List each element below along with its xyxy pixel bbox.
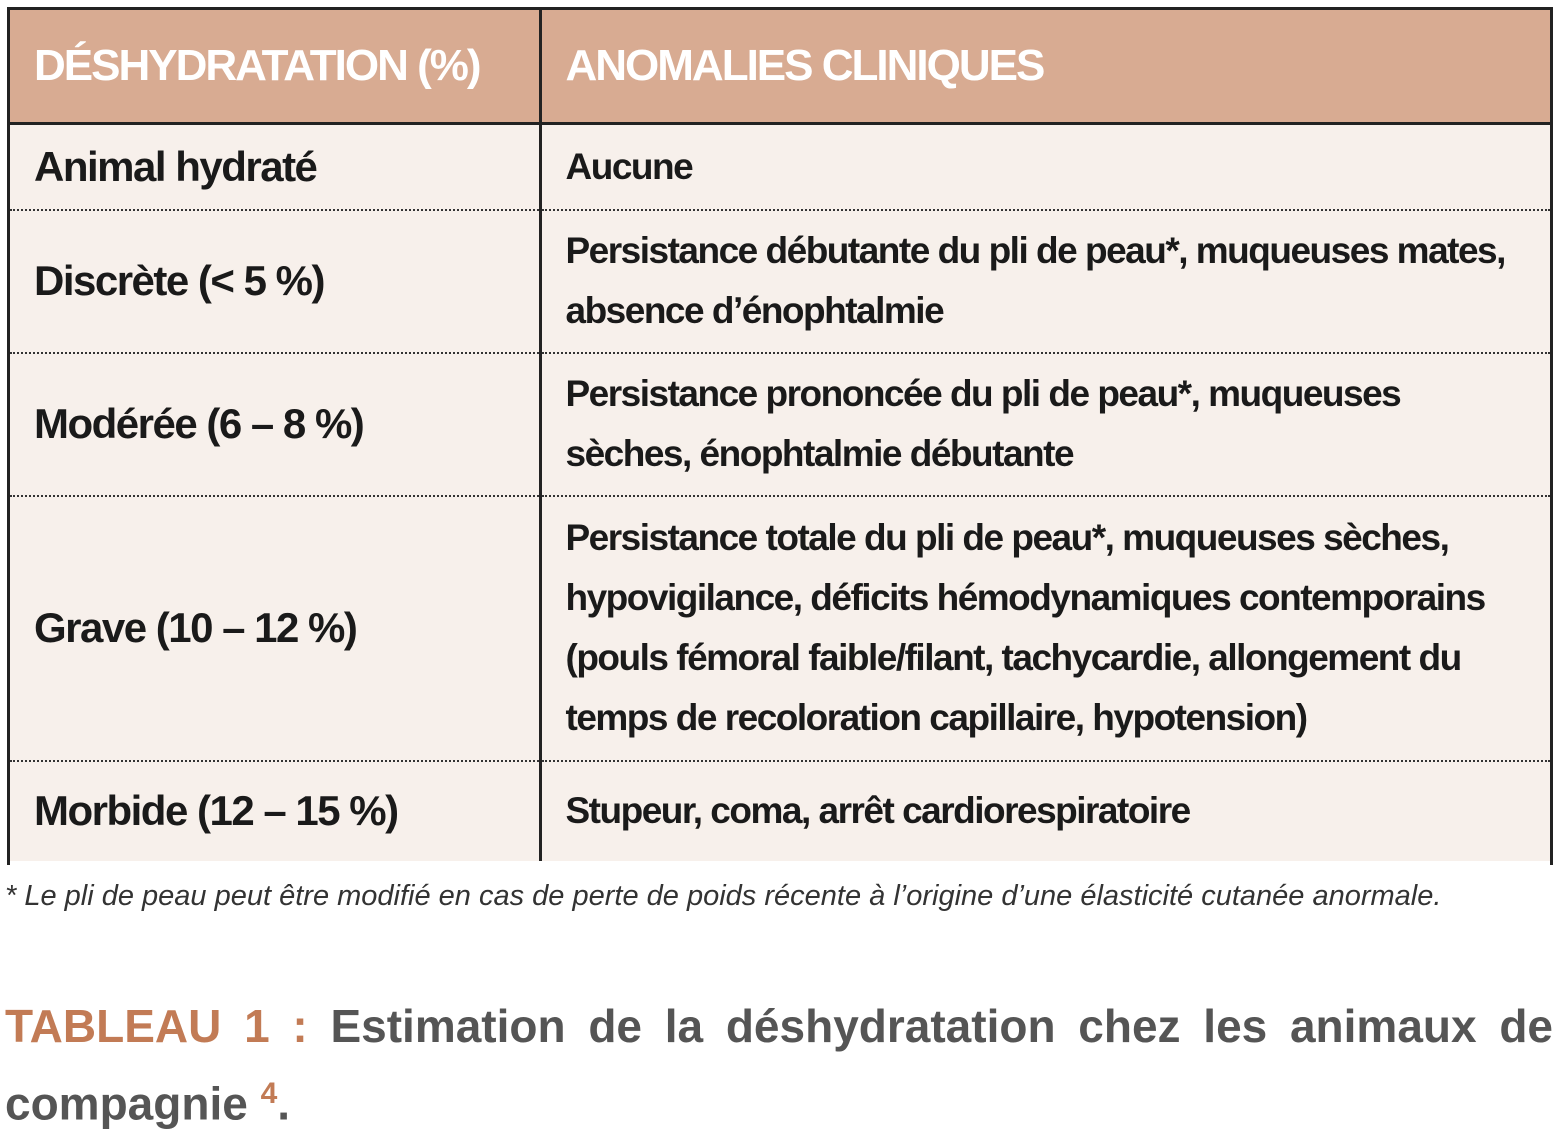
dehydration-level-cell: Animal hydraté	[10, 124, 540, 210]
caption-label: TABLEAU 1 :	[5, 1000, 308, 1052]
table-row	[10, 353, 1550, 496]
clinical-signs-cell: Persistance débutante du pli de peau*, muqueuses mates, absence d’énophtalmie	[540, 210, 1550, 353]
dehydration-level-cell: Modérée (6 – 8 %)	[10, 353, 540, 496]
clinical-signs-cell: Persistance prononcée du pli de peau*, muqueuses sèches, énophtalmie débutante	[540, 353, 1550, 496]
table-row	[10, 761, 1550, 861]
table-footnote: * Le pli de peau peut être modifié en cas de perte de poids récente à l’origine d’une élasticité cutanée anormale.	[5, 880, 1442, 912]
table-header-row	[10, 10, 1550, 124]
dehydration-table	[7, 7, 1553, 865]
table-row	[10, 496, 1550, 761]
table-row	[10, 124, 1550, 210]
clinical-signs-cell: Stupeur, coma, arrêt cardiorespiratoire	[540, 761, 1550, 861]
clinical-signs-cell: Persistance totale du pli de peau*, muqueuses sèches, hypovigilance, déficits hémodynamiques contemporains (pouls fémoral faible/filant, tachycardie, allongement du temps de recoloration capillaire, hypotension)	[540, 496, 1550, 761]
dehydration-level-cell: Morbide (12 – 15 %)	[10, 761, 540, 861]
caption-reference: 4	[260, 1077, 278, 1110]
dehydration-level-cell: Discrète (< 5 %)	[10, 210, 540, 353]
column-header-clinical-signs: ANOMALIES CLINIQUES	[540, 10, 1550, 124]
table-row	[10, 210, 1550, 353]
dehydration-level-cell: Grave (10 – 12 %)	[10, 496, 540, 761]
caption-end: .	[277, 1077, 291, 1130]
caption-text: Estimation de la déshydratation chez les animaux de compagnie	[5, 1000, 1554, 1130]
clinical-signs-cell: Aucune	[540, 124, 1550, 210]
column-header-dehydration: DÉSHYDRATATION (%)	[10, 10, 540, 124]
table-caption	[5, 992, 1553, 1137]
